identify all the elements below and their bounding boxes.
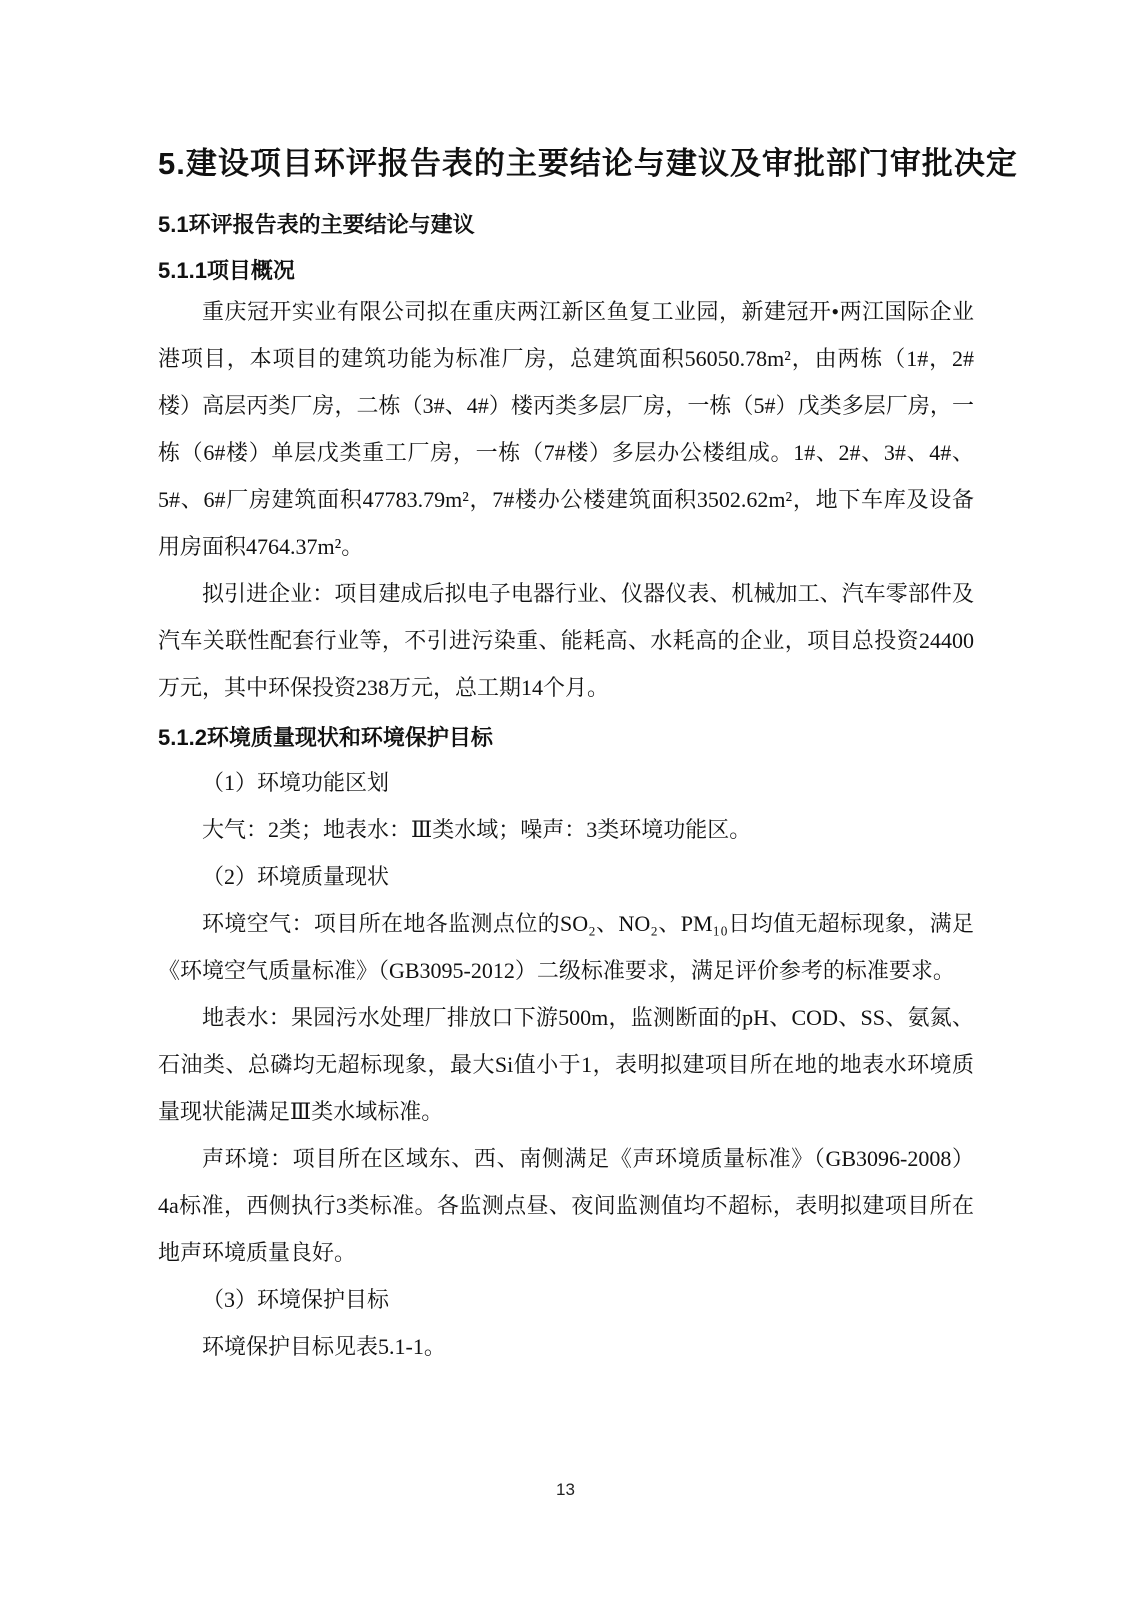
paragraph-env-function-zoning: 大气：2类；地表水：Ⅲ类水域；噪声：3类环境功能区。: [202, 817, 752, 842]
paragraph-env-protection-targets-ref: 环境保护目标见表5.1-1。: [202, 1334, 446, 1359]
paragraph-acoustic-environment: 声环境：项目所在区域东、西、南侧满足《声环境质量标准》（GB3096-2008）4a标准，西侧执行3类标准。各监测点昼、夜间监测值均不超标，表明拟建项目所在地声环境质量良好。: [158, 1146, 974, 1265]
list-item-env-function-zoning: （1）环境功能区划: [202, 770, 390, 795]
page-number: 13: [556, 1480, 575, 1499]
paragraph-project-overview: 重庆冠开实业有限公司拟在重庆两江新区鱼复工业园，新建冠开•两江国际企业港项目，本项目的建筑功能为标准厂房，总建筑面积56050.78m²，由两栋（1#，2#楼）高层丙类厂房，二栋（3#、4#）楼丙类多层厂房，一栋（5#）戊类多层厂房，一栋（6#楼）单层戊类重工厂房，一栋（7#楼）多层办公楼组成。1#、2#、3#、4#、5#、6#厂房建筑面积47783.79m²，7#楼办公楼建筑面积3502.62m²，地下车库及设备用房面积4764.37m²。: [158, 299, 974, 559]
paragraph-planned-industries: 拟引进企业：项目建成后拟电子电器行业、仪器仪表、机械加工、汽车零部件及汽车关联性配套行业等，不引进污染重、能耗高、水耗高的企业，项目总投资24400万元，其中环保投资238万元，总工期14个月。: [158, 581, 974, 700]
paragraph-ambient-air: 环境空气：项目所在地各监测点位的SO₂、NO₂、PM₁₀日均值无超标现象，满足《环境空气质量标准》（GB3095-2012）二级标准要求，满足评价参考的标准要求。: [158, 911, 974, 983]
section-heading-5-1: 5.1环评报告表的主要结论与建议: [158, 212, 475, 237]
section-heading-5-1-1: 5.1.1项目概况: [158, 258, 295, 283]
page-title: 5.建设项目环评报告表的主要结论与建议及审批部门审批决定: [158, 146, 1018, 181]
section-heading-5-1-2: 5.1.2环境质量现状和环境保护目标: [158, 725, 493, 750]
paragraph-surface-water: 地表水：果园污水处理厂排放口下游500m，监测断面的pH、COD、SS、氨氮、石油类、总磷均无超标现象，最大Si值小于1，表明拟建项目所在地的地表水环境质量现状能满足Ⅲ类水域标准。: [158, 1005, 974, 1124]
list-item-env-quality-status: （2）环境质量现状: [202, 864, 390, 889]
list-item-env-protection-targets: （3）环境保护目标: [202, 1287, 390, 1312]
